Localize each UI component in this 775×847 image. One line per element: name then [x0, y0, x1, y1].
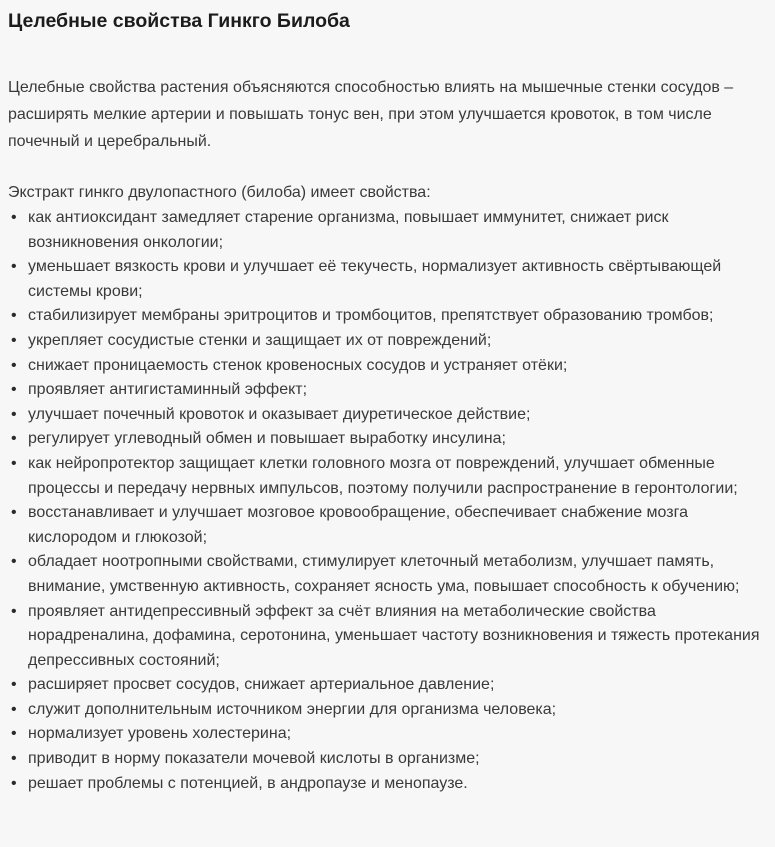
- list-item-text: как нейропротектор защищает клетки головного мозга от повреждений, улучшает обменные процессы и передачу нервных импульсов, поэтому получили распространение в геронтологии;: [28, 454, 738, 497]
- list-item-text: служит дополнительным источником энергии для организма человека;: [28, 700, 557, 718]
- list-item-text: как антиоксидант замедляет старение организма, повышает иммунитет, снижает риск возникновения онкологии;: [28, 209, 669, 251]
- bullet-icon: •: [11, 553, 17, 571]
- list-item-text: проявляет антидепрессивный эффект за счёт влияния на метаболические свойства норадреналина, дофамина, серотонина, уменьшает частоту возникновения и тяжесть протекания депрессивных состояний;: [28, 602, 760, 669]
- list-item: [8, 403, 765, 428]
- list-item-text: уменьшает вязкость крови и улучшает её текучесть, нормализует активность свёртывающей системы крови;: [28, 258, 722, 300]
- list-item: [8, 501, 765, 550]
- list-item-text: расширяет просвет сосудов, снижает артериальное давление;: [28, 676, 495, 694]
- bullet-icon: •: [11, 356, 17, 374]
- list-item: [8, 329, 765, 354]
- properties-list: [8, 206, 765, 796]
- list-item: [8, 747, 765, 772]
- bullet-icon: •: [11, 307, 17, 325]
- list-item-text: решает проблемы с потенцией, в андропаузе и менопаузе.: [28, 774, 468, 792]
- list-lead: Экстракт гинкго двулопастного (билоба) имеет свойства:: [8, 184, 431, 201]
- list-item: [8, 378, 765, 403]
- list-item: [8, 698, 765, 723]
- bullet-icon: •: [11, 602, 17, 620]
- bullet-icon: •: [11, 700, 17, 718]
- bullet-icon: •: [11, 750, 17, 768]
- list-item: [8, 304, 765, 329]
- bullet-icon: •: [11, 430, 17, 448]
- intro-paragraph: Целебные свойства растения объясняются способностью влиять на мышечные стенки сосудов – расширять мелкие артерии и повышать тонус вен, при этом улучшается кровоток, в том числе почечный и церебральный.: [8, 79, 734, 150]
- bullet-icon: •: [11, 504, 17, 522]
- article-title: Целебные свойства Гинкго Билоба: [8, 10, 350, 32]
- list-item: [8, 354, 765, 379]
- bullet-icon: •: [11, 454, 17, 472]
- list-item-text: приводит в норму показатели мочевой кислоты в организме;: [28, 750, 480, 768]
- bullet-icon: •: [11, 209, 17, 226]
- list-item: [8, 722, 765, 747]
- list-item-text: снижает проницаемость стенок кровеносных сосудов и устраняет отёки;: [28, 356, 568, 374]
- list-item-text: обладает ноотропными свойствами, стимулирует клеточный метаболизм, улучшает память, внимание, умственную активность, сохраняет ясность ума, повышает способность к обучению;: [28, 553, 740, 595]
- list-item: [8, 427, 765, 452]
- bullet-icon: •: [11, 405, 17, 423]
- list-item: [8, 452, 765, 501]
- bullet-icon: •: [11, 725, 17, 743]
- bullet-icon: •: [11, 331, 17, 349]
- bullet-icon: •: [11, 381, 17, 399]
- list-item: [8, 206, 765, 255]
- bullet-icon: •: [11, 774, 17, 792]
- bullet-icon: •: [11, 258, 17, 276]
- list-item-text: восстанавливает и улучшает мозговое кровообращение, обеспечивает снабжение мозга кислородом и глюкозой;: [28, 504, 688, 546]
- list-item-text: стабилизирует мембраны эритроцитов и тромбоцитов, препятствует образованию тромбов;: [28, 307, 714, 325]
- list-item: [8, 550, 765, 599]
- bullet-icon: •: [11, 676, 17, 694]
- list-item-text: улучшает почечный кровоток и оказывает диуретическое действие;: [28, 405, 531, 423]
- list-item-text: проявляет антигистаминный эффект;: [28, 381, 308, 399]
- list-item: [8, 673, 765, 698]
- list-item: [8, 600, 765, 674]
- list-item: [8, 255, 765, 304]
- list-item-text: нормализует уровень холестерина;: [28, 725, 292, 743]
- list-item-text: укрепляет сосудистые стенки и защищает их от повреждений;: [28, 331, 492, 349]
- list-item-text: регулирует углеводный обмен и повышает выработку инсулина;: [28, 430, 506, 448]
- list-item: [8, 772, 765, 797]
